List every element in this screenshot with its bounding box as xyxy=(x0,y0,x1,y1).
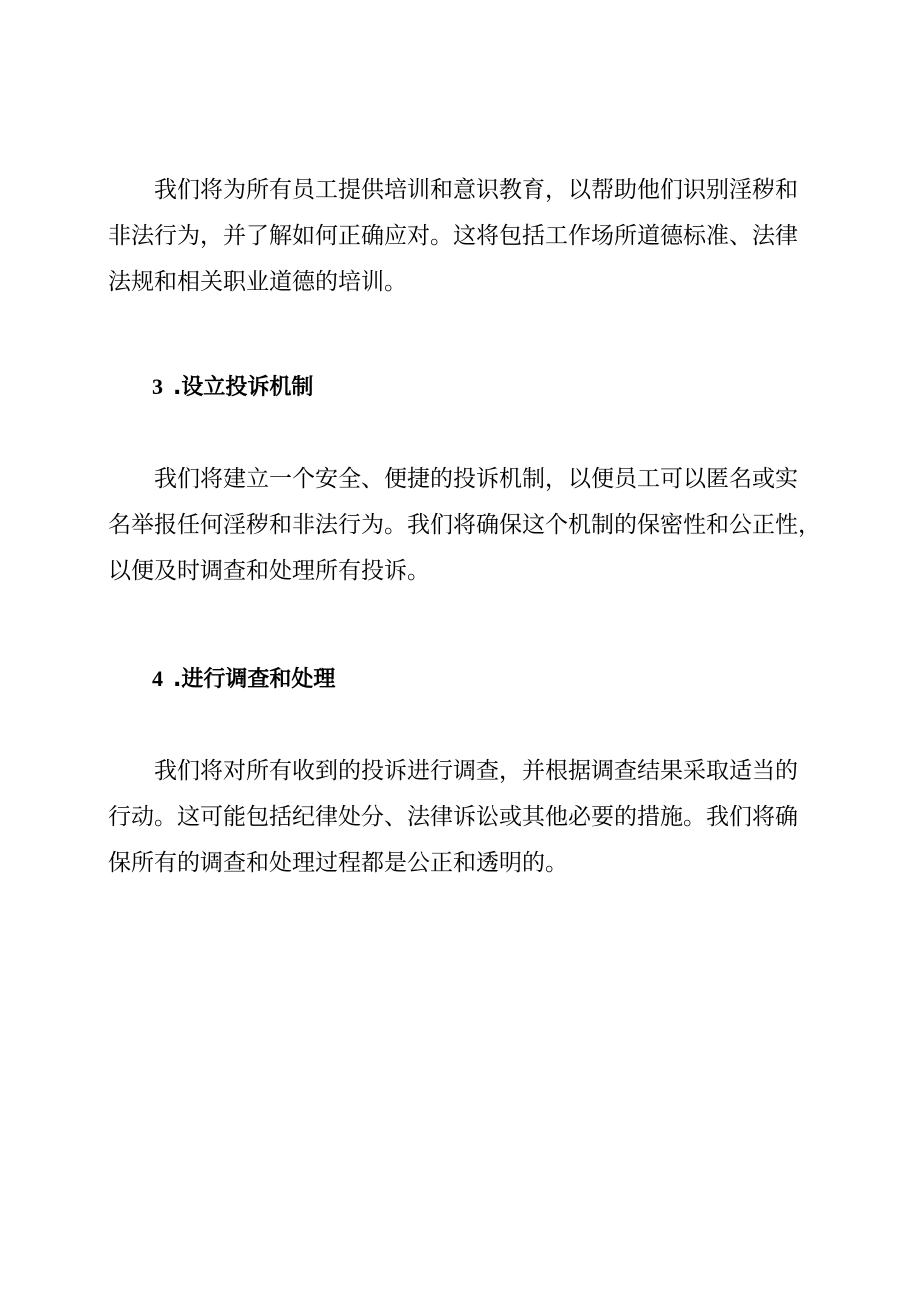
section-title: .进行调查和处理 xyxy=(173,667,336,692)
paragraph-line: 行动。这可能包括纪律处分、法律诉讼或其他必要的措施。我们将确 xyxy=(108,804,798,830)
paragraph-line: 我们将对所有收到的投诉进行调查，并根据调查结果采取适当的 xyxy=(154,758,798,784)
paragraph-line: 以便及时调查和处理所有投诉。 xyxy=(108,558,430,584)
paragraph-training xyxy=(108,167,818,305)
paragraph-line: 名举报任何淫秽和非法行为。我们将确保这个机制的保密性和公正性， xyxy=(108,512,821,538)
paragraph-line: 法规和相关职业道德的培训。 xyxy=(108,269,407,295)
section-heading-investigation xyxy=(152,664,335,695)
paragraph-complaint-mechanism xyxy=(108,456,821,594)
section-number: 4 xyxy=(152,666,163,691)
paragraph-line: 保所有的调查和处理过程都是公正和透明的。 xyxy=(108,850,568,876)
section-heading-complaint-mechanism xyxy=(152,372,313,403)
paragraph-investigation xyxy=(108,748,818,886)
section-title: .设立投诉机制 xyxy=(173,375,314,400)
paragraph-line: 我们将建立一个安全、便捷的投诉机制，以便员工可以匿名或实 xyxy=(154,466,798,492)
section-number: 3 xyxy=(152,374,163,399)
paragraph-line: 非法行为，并了解如何正确应对。这将包括工作场所道德标准、法律 xyxy=(108,223,798,249)
paragraph-line: 我们将为所有员工提供培训和意识教育，以帮助他们识别淫秽和 xyxy=(154,177,798,203)
